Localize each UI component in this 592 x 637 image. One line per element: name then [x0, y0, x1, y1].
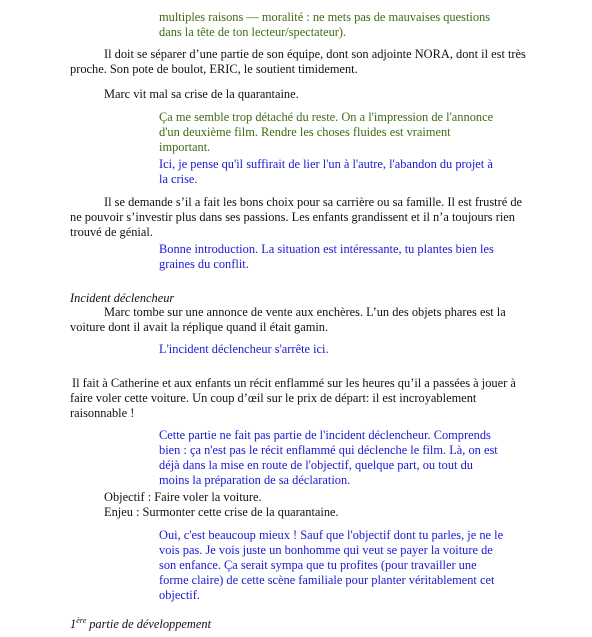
heading-text: partie de développement: [86, 617, 212, 631]
comment-line: important.: [159, 140, 211, 154]
comment-line: graines du conflit.: [159, 257, 249, 271]
comment-incident: [159, 342, 329, 357]
paragraph-crise: [104, 87, 299, 102]
comment-moralite: [159, 10, 490, 40]
comment-line: son enfance. Ça serait sympa que tu profites (pour travailler une: [159, 558, 477, 572]
comment-line: forme claire) de cette scène familiale pour planter véritablement cet: [159, 573, 495, 587]
text-line: Marc vit mal sa crise de la quarantaine.: [104, 87, 299, 101]
text-line: Marc tombe sur une annonce de vente aux enchères. L’un des objets phares est la: [104, 305, 506, 319]
comment-detache: [159, 110, 493, 155]
comment-line: Ça me semble trop détaché du reste. On a l'impression de l'annonce: [159, 110, 494, 124]
comment-line: Bonne introduction. La situation est intéressante, tu plantes bien les: [159, 242, 494, 256]
section-heading-incident: Incident déclencheur: [70, 291, 175, 305]
comment-line: d'un deuxième film. Rendre les choses fluides est vraiment: [159, 125, 451, 139]
comment-line: multiples raisons — moralité : ne mets pas de mauvaises questions: [159, 10, 491, 24]
heading-superscript: ère: [76, 615, 87, 625]
paragraph-recit: [70, 376, 516, 421]
comment-line: L'incident déclencheur s'arrête ici.: [159, 342, 329, 356]
paragraph-choix: [70, 195, 522, 240]
comment-lier: [159, 157, 493, 187]
text-line: raisonnable !: [70, 406, 135, 420]
paragraph-annonce: [70, 305, 506, 335]
comment-partie: [159, 428, 498, 488]
comment-mieux: [159, 528, 503, 603]
objectif-enjeu: [104, 490, 339, 520]
comment-line: Cette partie ne fait pas partie de l'incident déclencheur. Comprends: [159, 428, 491, 442]
enjeu-line: Enjeu : Surmonter cette crise de la quarantaine.: [104, 505, 339, 519]
text-line: Il fait à Catherine et aux enfants un récit enflammé sur les heures qu’il a passées à jouer à: [72, 376, 516, 390]
comment-line: vois pas. Je vois juste un bonhomme qui veut se payer la voiture de: [159, 543, 493, 557]
comment-introduction: [159, 242, 494, 272]
comment-line: bien : ça n'est pas le récit enflammé qui déclenche le film. Là, on est: [159, 443, 498, 457]
text-line: faire voler cette voiture. Un coup d’œil sur le prix de départ: il est incroyablement: [70, 391, 477, 405]
text-line: Il doit se séparer d’une partie de son équipe, dont son adjointe NORA, dont il est très: [104, 47, 526, 61]
paragraph-equipe: [70, 47, 526, 77]
text-line: Il se demande s’il a fait les bons choix pour sa carrière ou sa famille. Il est frustré de: [104, 195, 523, 209]
comment-line: Oui, c'est beaucoup mieux ! Sauf que l'objectif dont tu parles, je ne le: [159, 528, 504, 542]
text-line: voiture dont il avait la réplique quand il était gamin.: [70, 320, 329, 334]
comment-line: la crise.: [159, 172, 198, 186]
text-line: ne pouvoir s’investir plus dans ses passions. Les enfants grandissent et il n’a toujours rien: [70, 210, 515, 224]
objectif-line: Objectif : Faire voler la voiture.: [104, 490, 262, 504]
comment-line: dans la tête de ton lecteur/spectateur).: [159, 25, 347, 39]
text-line: trouvé de génial.: [70, 225, 153, 239]
text-line: proche. Son pote de boulot, ERIC, le soutient timidement.: [70, 62, 358, 76]
comment-line: moins la préparation de sa déclaration.: [159, 473, 351, 487]
comment-line: déjà dans la mise en route de l'objectif, quelque part, ou tout du: [159, 458, 473, 472]
heading-number: 1: [70, 617, 77, 631]
comment-line: Ici, je pense qu'il suffirait de lier l'un à l'autre, l'abandon du projet à: [159, 157, 493, 171]
section-heading-developpement: [70, 617, 211, 632]
comment-line: objectif.: [159, 588, 200, 602]
